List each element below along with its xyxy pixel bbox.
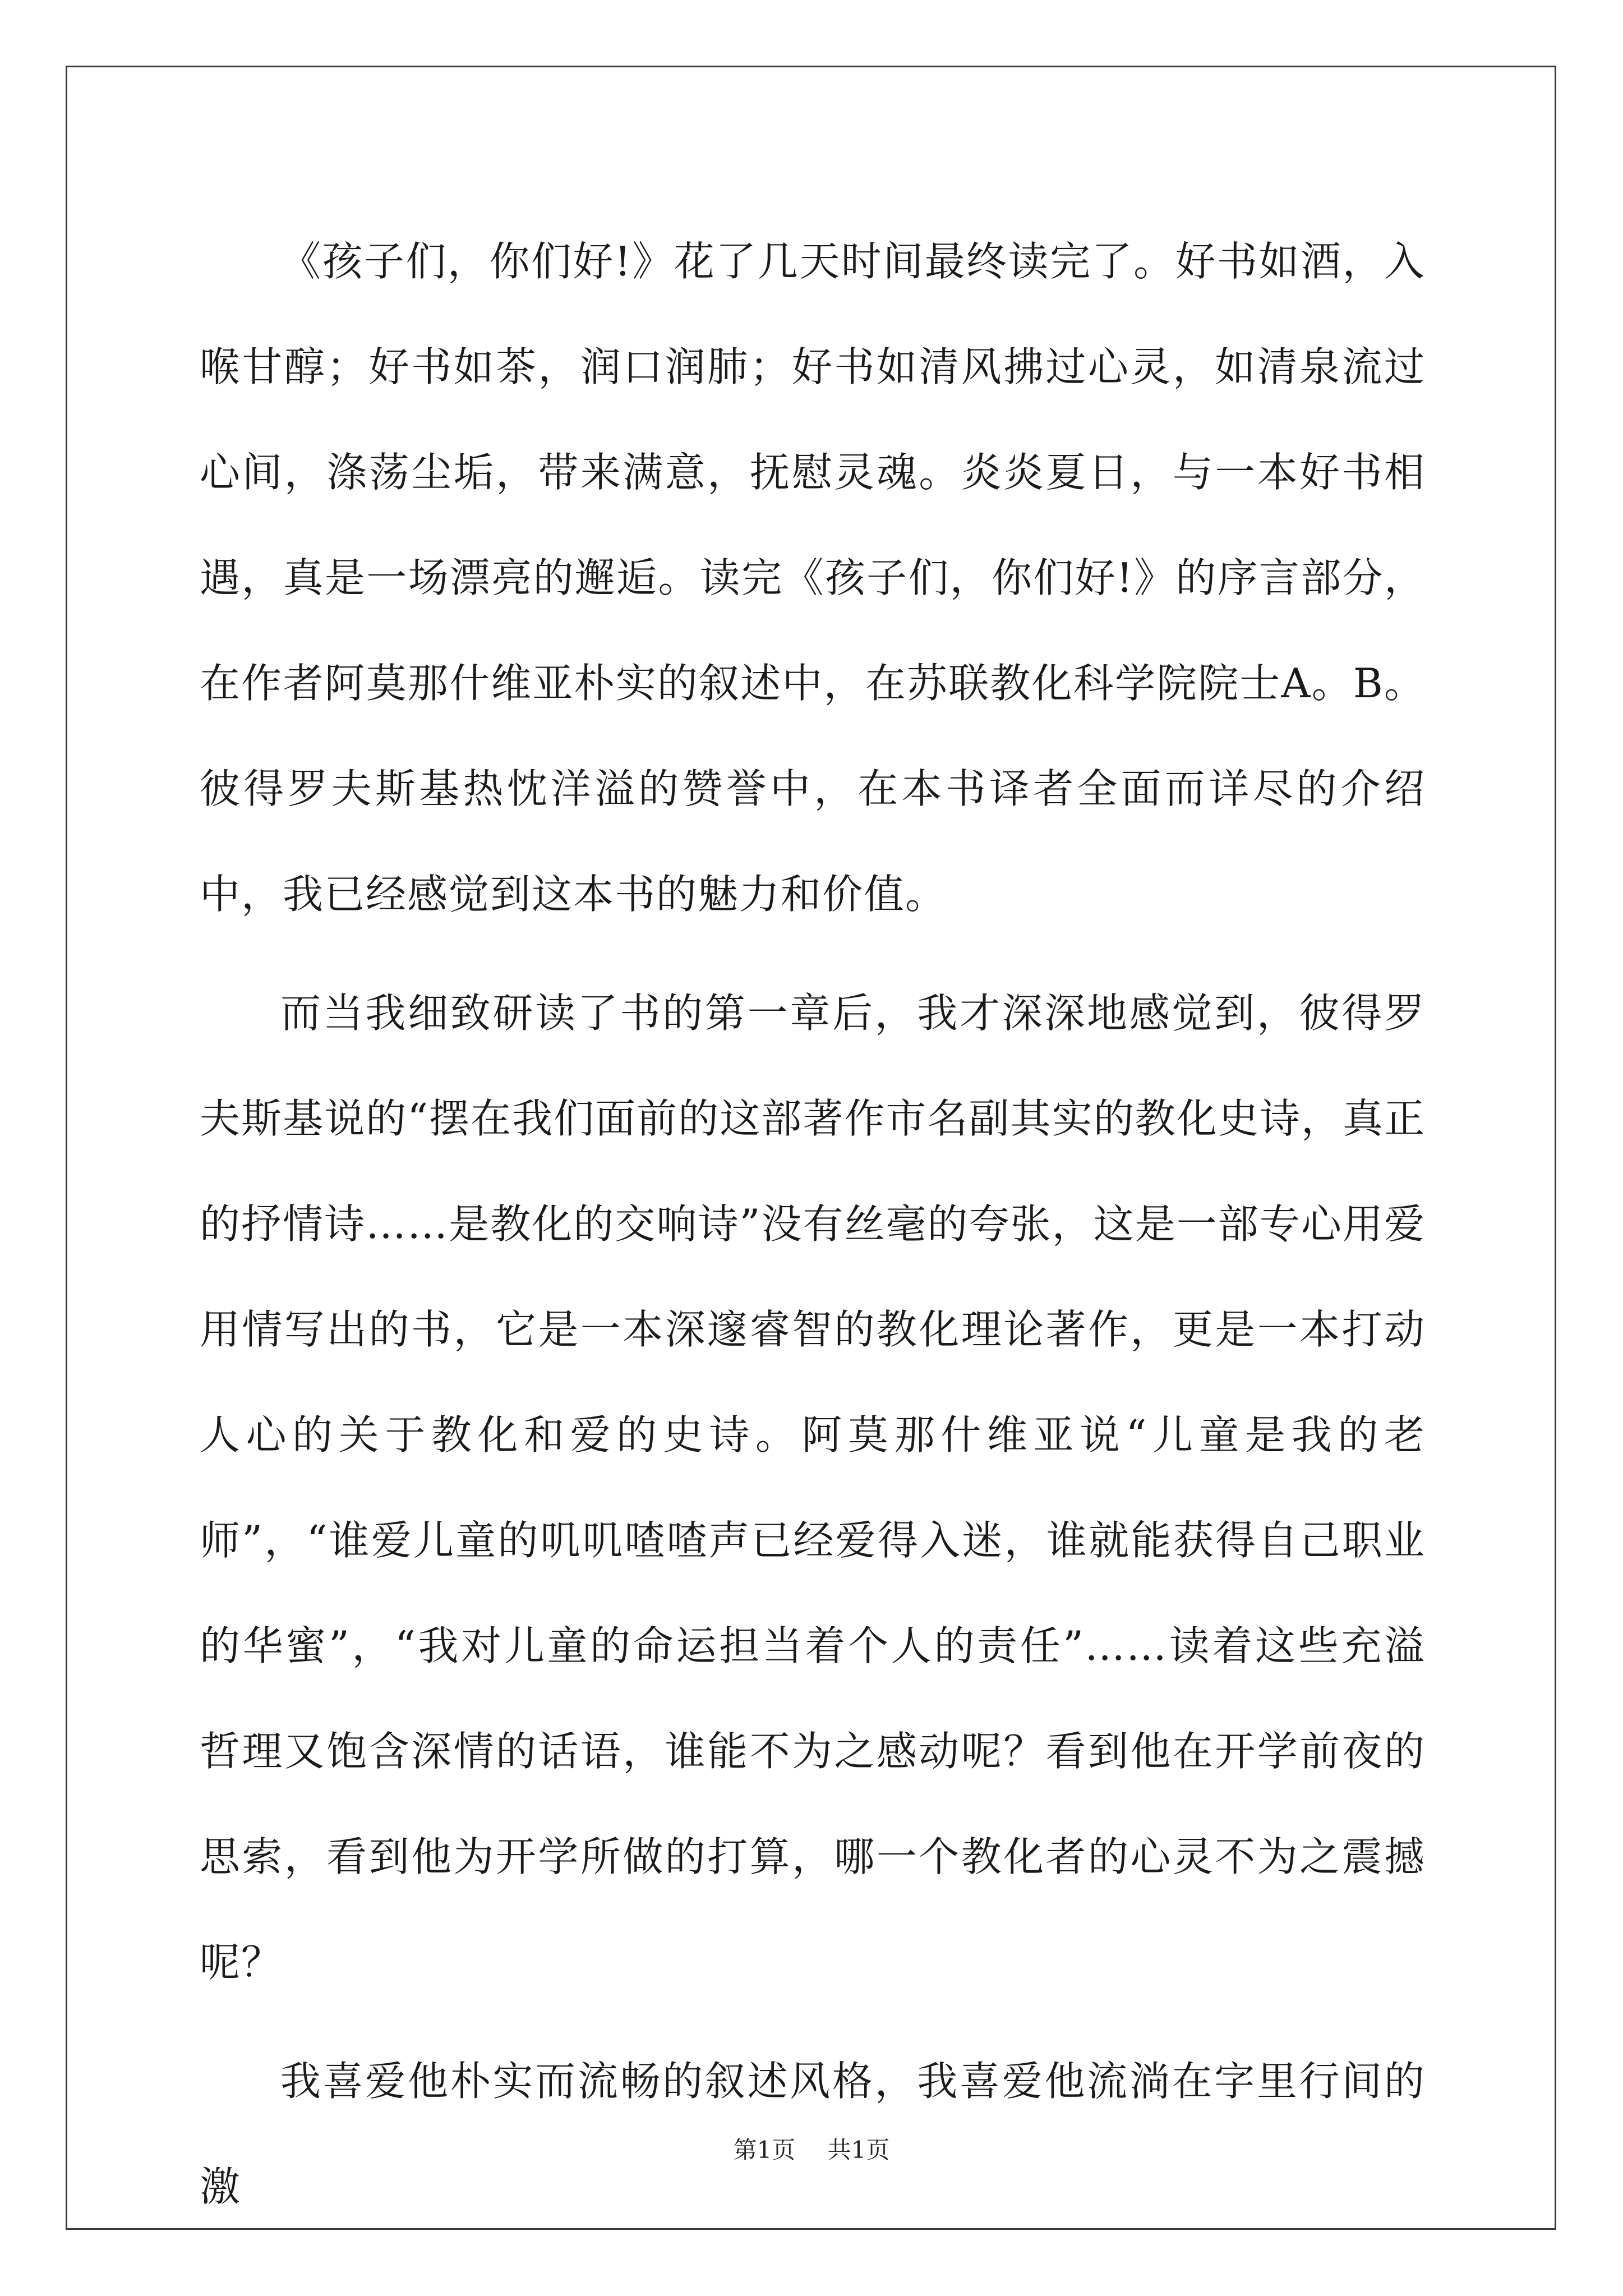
document-body — [200, 209, 1426, 2253]
page-number-current: 第1页 — [733, 2136, 796, 2164]
paragraph: 我喜爱他朴实而流畅的叙述风格，我喜爱他流淌在字里行间的激 — [200, 2058, 1426, 2210]
page-footer — [0, 2132, 1623, 2165]
paragraph: 而当我细致研读了书的第一章后，我才深深地感觉到，彼得罗夫斯基说的“摆在我们面前的这部著作市名副其实的教化史诗，真正的抒情诗……是教化的交响诗”没有丝毫的夸张，这是一部专心用爱用情写出的书，它是一本深邃睿智的教化理论著作，更是一本打动人心的关于教化和爱的史诗。阿莫那什维亚说“儿童是我的老师”，“谁爱儿童的叽叽喳喳声已经爱得入迷，谁就能获得自己职业的华蜜”，“我对儿童的命运担当着个人的责任”……读着这些充溢哲理又饱含深情的话语，谁能不为之感动呢？看到他在开学前夜的思索，看到他为开学所做的打算，哪一个教化者的心灵不为之震撼呢？ — [200, 990, 1426, 1986]
page-number-total: 共1页 — [827, 2136, 890, 2164]
paragraph: 《孩子们，你们好!》花了几天时间最终读完了。好书如酒，入喉甘醇；好书如茶，润口润肺；好书如清风拂过心灵，如清泉流过心间，涤荡尘垢，带来满意，抚慰灵魂。炎炎夏日，与一本好书相遇，真是一场漂亮的邂逅。读完《孩子们，你们好!》的序言部分，在作者阿莫那什维亚朴实的叙述中，在苏联教化科学院院士A。B。彼得罗夫斯基热忱洋溢的赞誉中，在本书译者全面而详尽的介绍中，我已经感觉到这本书的魅力和价值。 — [200, 238, 1426, 918]
